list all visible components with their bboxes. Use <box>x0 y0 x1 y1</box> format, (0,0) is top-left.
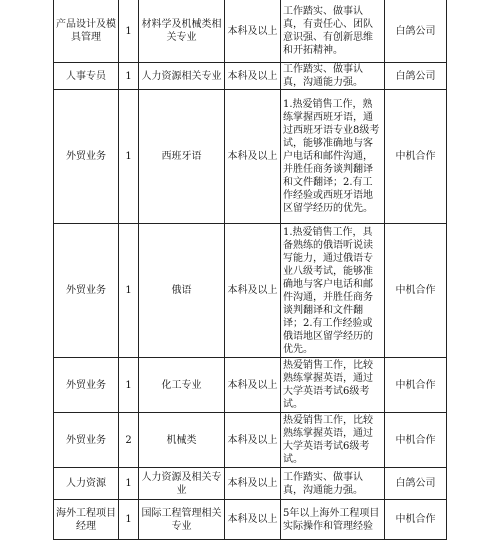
company-cell: 白鸽公司 <box>385 0 447 63</box>
company-cell: 中机合作 <box>385 224 447 358</box>
requirements-cell: 工作踏实、做事认真，沟通能力强。 <box>281 468 385 500</box>
major-cell: 材料学及机械类相关专业 <box>139 0 225 63</box>
major-cell: 人力资源及相关专业 <box>139 468 225 500</box>
major-cell: 化工专业 <box>139 358 225 413</box>
education-cell: 本科及以上 <box>225 224 281 358</box>
headcount-cell: 1 <box>119 90 139 224</box>
headcount-cell: 1 <box>119 224 139 358</box>
major-cell: 机械类 <box>139 413 225 468</box>
company-cell: 中机合作 <box>385 500 447 540</box>
job-title-cell: 外贸业务 <box>54 90 119 224</box>
table-row <box>54 224 447 358</box>
job-listing-table <box>53 0 447 540</box>
headcount-cell: 1 <box>119 0 139 63</box>
headcount-cell: 1 <box>119 468 139 500</box>
headcount-cell: 1 <box>119 63 139 90</box>
company-cell: 中机合作 <box>385 413 447 468</box>
headcount-cell: 1 <box>119 358 139 413</box>
requirements-cell: 1.热爱销售工作，具备熟练的俄语听说读写能力，通过俄语专业八级考试，能够准确地与客户电话和邮件沟通，并胜任商务谈判翻译和文件翻译；2.有工作经验或俄语地区留学经历的优先。 <box>281 224 385 358</box>
job-title-cell: 人事专员 <box>54 63 119 90</box>
job-title-cell: 外贸业务 <box>54 224 119 358</box>
table-row <box>54 500 447 540</box>
table-row <box>54 358 447 413</box>
table-row <box>54 63 447 90</box>
education-cell: 本科及以上 <box>225 63 281 90</box>
job-rows <box>54 0 447 540</box>
education-cell: 本科及以上 <box>225 358 281 413</box>
major-cell: 俄语 <box>139 224 225 358</box>
company-cell: 白鸽公司 <box>385 63 447 90</box>
requirements-cell: 5年以上海外工程项目实际操作和管理经验 <box>281 500 385 540</box>
job-title-cell: 人力资源 <box>54 468 119 500</box>
requirements-cell: 热爱销售工作，比较熟练掌握英语，通过大学英语考试6级考试。 <box>281 413 385 468</box>
table-row <box>54 0 447 63</box>
table-row <box>54 413 447 468</box>
education-cell: 本科及以上 <box>225 413 281 468</box>
major-cell: 国际工程管理相关专业 <box>139 500 225 540</box>
headcount-cell: 2 <box>119 413 139 468</box>
company-cell: 中机合作 <box>385 358 447 413</box>
job-title-cell: 产品设计及模具管理 <box>54 0 119 63</box>
table-row <box>54 468 447 500</box>
education-cell: 本科及以上 <box>225 90 281 224</box>
major-cell: 西班牙语 <box>139 90 225 224</box>
company-cell: 白鸽公司 <box>385 468 447 500</box>
education-cell: 本科及以上 <box>225 468 281 500</box>
requirements-cell: 热爱销售工作，比较熟练掌握英语，通过大学英语考试6级考试。 <box>281 358 385 413</box>
job-title-cell: 外贸业务 <box>54 413 119 468</box>
company-cell: 中机合作 <box>385 90 447 224</box>
job-title-cell: 海外工程项目经理 <box>54 500 119 540</box>
requirements-cell: 工作踏实、做事认真，沟通能力强。 <box>281 63 385 90</box>
education-cell: 本科及以上 <box>225 0 281 63</box>
table-row <box>54 90 447 224</box>
job-title-cell: 外贸业务 <box>54 358 119 413</box>
major-cell: 人力资源相关专业 <box>139 63 225 90</box>
requirements-cell: 工作踏实、做事认真，有责任心、团队意识强、有创新思维和开拓精神。 <box>281 0 385 63</box>
education-cell: 本科及以上 <box>225 500 281 540</box>
headcount-cell: 1 <box>119 500 139 540</box>
requirements-cell: 1.热爱销售工作，熟练掌握西班牙语，通过西班牙语专业8级考试，能够准确地与客户电话和邮件沟通，并胜任商务谈判翻译和文件翻译；2.有工作经验或西班牙语地区留学经历的优先。 <box>281 90 385 224</box>
